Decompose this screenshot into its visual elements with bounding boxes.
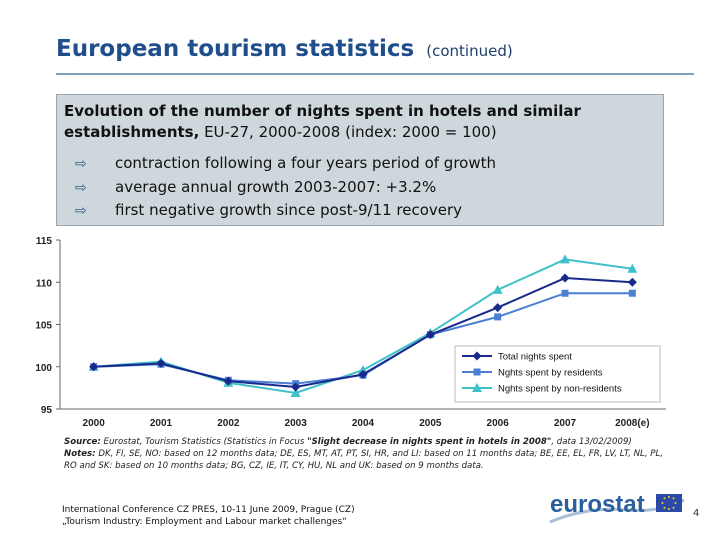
x-tick-label: 2006 [486,418,509,429]
title-main: European tourism statistics [56,36,415,62]
x-tick-label: 2007 [553,418,577,429]
y-tick-label: 110 [35,278,52,290]
source-text: Eurostat, Tourism Statistics (Statistics in Focus [100,437,308,447]
chart-legend [455,346,660,402]
data-point-diamond [628,278,637,287]
notes-text: DK, FI, SE, NO: based on 12 months data; DE, ES, MT, AT, PT, SI, HR, and LI: based on 11 months data; BE, EE, EL, FR, LV, LT, NL, PL, RO and SK: based on 10 months data; BG, CZ, IE, IT, CY, HU, NL and UK: based on 9 months data. [64,449,663,471]
legend-label: Nghts spent by non-residents [498,383,622,395]
x-tick-label: 2003 [284,418,307,429]
data-point-diamond [561,274,570,283]
eurostat-logo [548,488,688,528]
legend-label: Total nights spent [498,351,572,363]
x-tick-label: 2001 [149,418,173,429]
source-tail: , data 13/02/2009) [551,437,632,447]
data-point-square [562,290,569,297]
source-notes [64,436,664,472]
y-tick-label: 105 [35,320,52,332]
source-quote: "Slight decrease in nights spent in hotels in 2008" [307,437,552,447]
data-point-square [474,369,481,376]
x-tick-label: 2004 [351,418,375,429]
footer-line-2: „Tourism Industry: Employment and Labour market challenges“ [62,517,347,527]
notes-label: Notes: [64,449,96,459]
box-heading-rest: EU-27, 2000-2008 (index: 2000 = 100) [199,123,497,141]
arrow-right-outline-icon: ⇨ [75,203,87,219]
x-tick-label: 2005 [419,418,442,429]
title-divider [56,73,694,75]
bullet-item [75,201,462,219]
logo-wordmark: eurostat [550,491,645,518]
x-tick-label: 2008(e) [615,418,650,429]
bullet-item [75,154,496,172]
x-tick-label: 2002 [217,418,240,429]
x-tick-label: 2000 [82,418,105,429]
bullet-text: first negative growth since post-9/11 recovery [115,201,463,219]
source-label: Source: [64,437,101,447]
y-tick-label: 95 [40,405,52,416]
y-tick-label: 115 [35,236,52,247]
data-point-square [494,313,501,320]
slide-title [56,36,513,62]
bullet-item [75,178,436,196]
footer [62,504,355,528]
bullet-text: average annual growth 2003-2007: +3.2% [115,178,437,196]
nights-line-chart [0,228,720,433]
arrow-right-outline-icon: ⇨ [75,180,87,196]
legend-label: Nghts spent by residents [498,367,603,379]
page-number: 4 [693,508,700,519]
bullet-text: contraction following a four years period of growth [115,154,496,172]
data-point-diamond [493,303,502,312]
arrow-right-outline-icon: ⇨ [75,156,87,172]
title-suffix: (continued) [426,42,513,60]
summary-box [56,94,664,226]
data-point-square [629,290,636,297]
box-heading [64,101,654,143]
footer-line-1: International Conference CZ PRES, 10-11 June 2009, Prague (CZ) [62,505,355,515]
box-heading-bold: Evolution of the number of nights spent in hotels and similar establishments, [64,102,581,141]
y-tick-label: 100 [35,362,52,374]
